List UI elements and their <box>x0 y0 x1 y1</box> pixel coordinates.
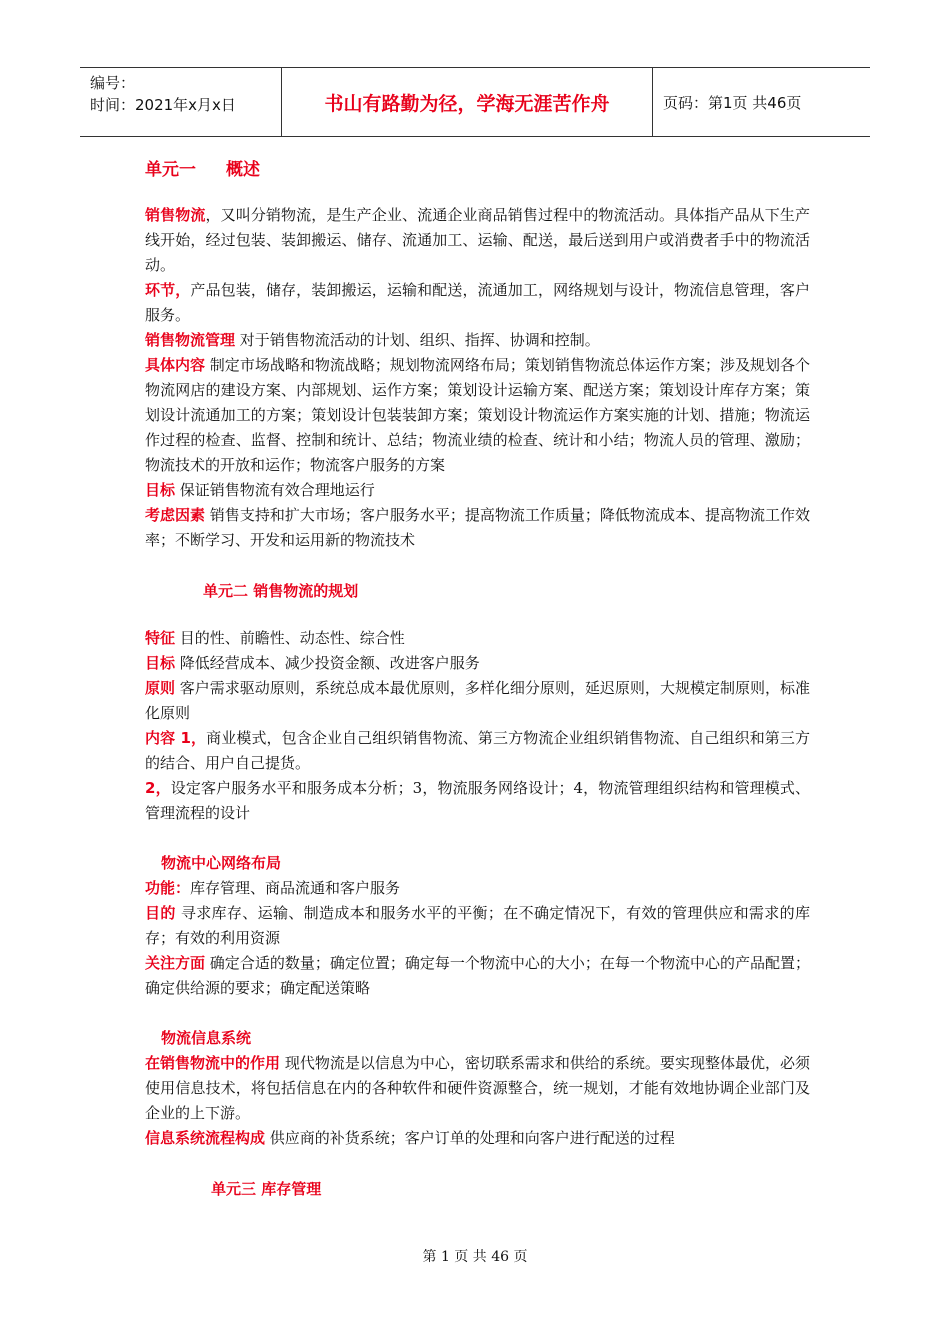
paragraph-content-3 <box>145 776 810 826</box>
header-left-cell <box>80 68 282 136</box>
paragraph-features <box>145 626 810 651</box>
definition: 产品包装，储存，装卸搬运，运输和配送，流通加工，网络规划与设计，物流信息管理，客户服务。 <box>145 281 810 324</box>
header-motto: 书山有路勤为径，学海无涯苦作舟 <box>282 68 653 136</box>
definition: 目的性、前瞻性、动态性、综合性 <box>175 629 405 647</box>
number-label: 编号： <box>90 74 136 92</box>
definition: 设定客户服务水平和服务成本分析；3，物流服务网络设计；4，物流管理组织结构和管理模式、管理流程的设计 <box>145 779 811 822</box>
unit1-title: 概述 <box>226 160 260 180</box>
term: 信息系统流程构成 <box>145 1129 266 1147</box>
header-page-info: 页码：第1页 共46页 <box>663 93 802 112</box>
paragraph-purpose <box>145 901 810 951</box>
paragraph-principles <box>145 676 810 726</box>
paragraph-focus <box>145 951 810 1001</box>
term: 目标 <box>145 654 176 672</box>
term: 内容 1， <box>145 729 207 747</box>
term: 销售物流管理 <box>145 331 236 349</box>
definition: ，又叫分销物流，是生产企业、流通企业商品销售过程中的物流活动。具体指产品从下生产线开始，经过包装、装卸搬运、储存、流通加工、运输、配送，最后送到用户或消费者手中的物流活动。 <box>145 206 810 274</box>
info-system-heading: 物流信息系统 <box>161 1029 252 1047</box>
term: 2， <box>145 779 171 797</box>
term: 具体内容 <box>145 356 206 374</box>
definition: 制定市场战略和物流战略；规划物流网络布局；策划销售物流总体运作方案；涉及规划各个物流网店的建设方案、内部规划、运作方案；策划设计运输方案、配送方案；策划设计库存方案；策划设计流通加工的方案；策划设计包装装卸方案；策划设计物流运作方案实施的计划、措施；物流运作过程的检查、监督、控制和统计、总结；物流业绩的检查、统计和小结；物流人员的管理、激励；物流技术的开放和运作；物流客户服务的方案 <box>145 356 810 474</box>
term: 在销售物流中的作用 <box>145 1054 281 1072</box>
center-network-heading: 物流中心网络布局 <box>161 854 282 872</box>
unit3-heading: 单元三 库存管理 <box>211 1180 322 1198</box>
term: 特征 <box>145 629 176 647</box>
definition: 降低经营成本、减少投资金额、改进客户服务 <box>175 654 480 672</box>
term: 销售物流 <box>145 206 206 224</box>
paragraph-goal-2 <box>145 651 810 676</box>
paragraph-process <box>145 1126 810 1151</box>
term: 环节， <box>145 281 191 299</box>
paragraph-role <box>145 1051 810 1126</box>
definition: 现代物流是以信息为中心，密切联系需求和供给的系统。要实现整体最优，必须使用信息技术，将包括信息在内的各种软件和硬件资源整合，统一规划，才能有效地协调企业部门及企业的上下游。 <box>145 1054 810 1122</box>
definition: 客户需求驱动原则，系统总成本最优原则，多样化细分原则，延迟原则，大规模定制原则，标准化原则 <box>145 679 810 722</box>
definition: 确定合适的数量；确定位置；确定每一个物流中心的大小；在每一个物流中心的产品配置；确定供给源的要求；确定配送策略 <box>145 954 810 997</box>
definition: 对于销售物流活动的计划、组织、指挥、协调和控制。 <box>235 331 600 349</box>
paragraph-factors <box>145 503 810 553</box>
unit1-label: 单元一 <box>145 160 196 180</box>
document-body <box>145 150 810 1202</box>
paragraph-sales-logistics <box>145 203 810 278</box>
paragraph-goal <box>145 478 810 503</box>
paragraph-content <box>145 353 810 478</box>
time-label: 时间：2021年x月x日 <box>90 96 236 114</box>
definition: 保证销售物流有效合理地运行 <box>175 481 375 499</box>
term: 考虑因素 <box>145 506 206 524</box>
paragraph-links <box>145 278 810 328</box>
term: 原则 <box>145 679 176 697</box>
unit2-heading: 单元二 销售物流的规划 <box>203 582 359 600</box>
definition: 供应商的补货系统；客户订单的处理和向客户进行配送的过程 <box>265 1129 675 1147</box>
term: 功能： <box>145 879 191 897</box>
paragraph-management <box>145 328 810 353</box>
unit1-heading <box>145 158 810 183</box>
page-header <box>80 67 870 137</box>
page-footer: 第 1 页 共 46 页 <box>422 1249 528 1265</box>
definition: 寻求库存、运输、制造成本和服务水平的平衡；在不确定情况下，有效的管理供应和需求的库存；有效的利用资源 <box>145 904 810 947</box>
paragraph-content-2 <box>145 726 810 776</box>
definition: 库存管理、商品流通和客户服务 <box>190 879 401 897</box>
definition: 销售支持和扩大市场；客户服务水平；提高物流工作质量；降低物流成本、提高物流工作效率；不断学习、开发和运用新的物流技术 <box>145 506 810 549</box>
definition: 商业模式，包含企业自己组织销售物流、第三方物流企业组织销售物流、自己组织和第三方的结合、用户自己提货。 <box>145 729 810 772</box>
paragraph-function <box>145 876 810 901</box>
term: 关注方面 <box>145 954 206 972</box>
term: 目的 <box>145 904 176 922</box>
term: 目标 <box>145 481 176 499</box>
